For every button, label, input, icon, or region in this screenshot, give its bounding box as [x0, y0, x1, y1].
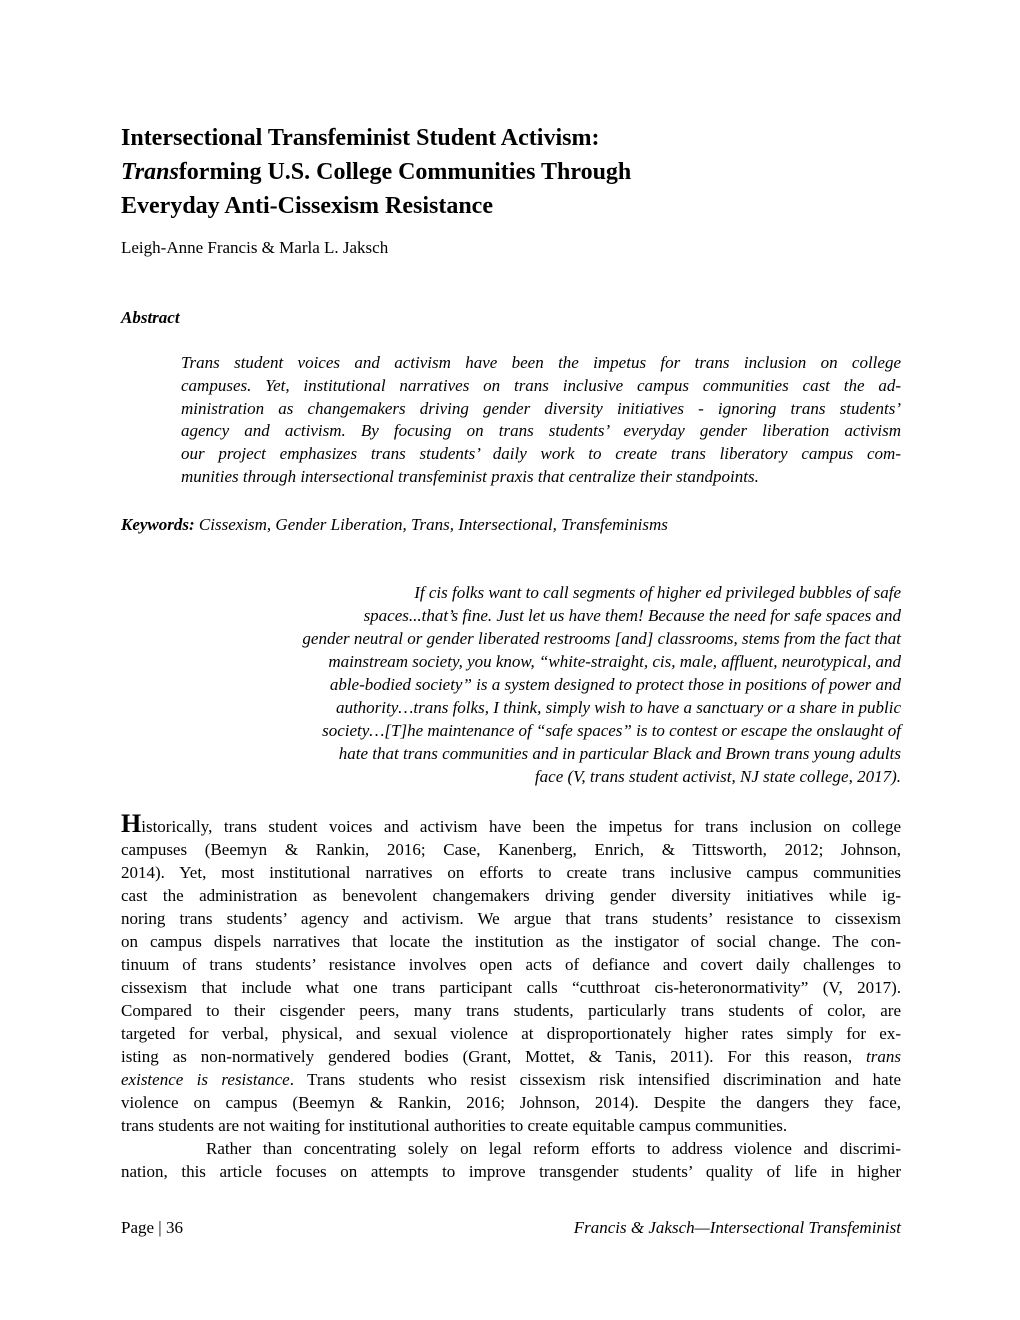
article-title — [121, 121, 841, 223]
epigraph-line: hate that trans communities and in particular Black and Brown trans young adults — [338, 744, 901, 763]
body-line: Compared to their cisgender peers, many trans students, particularly trans students of color, are — [121, 1001, 901, 1020]
abstract-body — [181, 352, 901, 489]
abstract-line: campuses. Yet, institutional narratives on trans inclusive campus communities cast the ad- — [181, 375, 901, 395]
body-line: cast the administration as benevolent changemakers driving gender diversity initiatives while ig- — [121, 886, 901, 905]
abstract-line: ministration as changemakers driving gender diversity initiatives - ignoring trans students’ — [181, 398, 901, 418]
running-title: Francis & Jaksch—Intersectional Transfeminist — [573, 1218, 901, 1237]
title-trans-italic: Trans — [121, 159, 179, 185]
abstract-line: our project emphasizes trans students’ daily work to create trans liberatory campus com- — [181, 444, 901, 464]
body-line: tinuum of trans students’ resistance involves open acts of defiance and covert daily challenges to — [121, 955, 901, 974]
body-line: violence on campus (Beemyn & Rankin, 2016; Johnson, 2014). Despite the dangers they face, — [121, 1093, 901, 1112]
keywords — [121, 513, 668, 537]
abstract-heading: Abstract — [121, 308, 180, 327]
drop-cap: H — [121, 809, 142, 838]
body-text — [121, 809, 901, 1183]
body-line: noring trans students’ agency and activism. We argue that trans students’ resistance to cissexism — [121, 909, 901, 928]
epigraph-line: If cis folks want to call segments of higher ed privileged bubbles of safe — [414, 583, 901, 602]
body-line-isting: isting as non-normatively gendered bodies (Grant, Mottet, & Tanis, 2011). For this reason, — [121, 1047, 867, 1066]
body-italic-trans: trans — [866, 1047, 901, 1066]
abstract-line: agency and activism. By focusing on trans students’ everyday gender liberation activism — [181, 421, 901, 441]
page-number: Page | 36 — [121, 1218, 183, 1237]
epigraph-line: able-bodied society” is a system designed to protect those in positions of power and — [329, 675, 901, 694]
body-line: Rather than concentrating solely on legal reform efforts to address violence and discrimi- — [206, 1139, 901, 1158]
body-line: trans students are not waiting for institutional authorities to create equitable campus communities. — [121, 1116, 788, 1135]
title-line-3: Everyday Anti-Cissexism Resistance — [121, 193, 493, 219]
body-line: targeted for verbal, physical, and sexual violence at disproportionately higher rates simply for ex- — [121, 1024, 901, 1043]
body-line: cissexism that include what one trans participant calls “cutthroat cis-heteronormativity” (V, 2017). — [121, 978, 901, 997]
body-line — [121, 1068, 901, 1091]
epigraph-line: authority…trans folks, I think, simply wish to have a sanctuary or a share in public — [335, 698, 901, 717]
body-line: campuses (Beemyn & Rankin, 2016; Case, Kanenberg, Enrich, & Tittsworth, 2012; Johnson, — [121, 840, 901, 859]
keywords-list: Cissexism, Gender Liberation, Trans, Intersectional, Transfeminisms — [194, 515, 668, 534]
epigraph-line: gender neutral or gender liberated restrooms [and] classrooms, stems from the fact that — [302, 629, 901, 648]
epigraph-line: face (V, trans student activist, NJ state college, 2017). — [534, 767, 901, 786]
body-italic-existence: existence is resistance — [121, 1070, 290, 1089]
body-line: 2014). Yet, most institutional narratives on efforts to create trans inclusive campus communities — [121, 863, 901, 882]
body-line: on campus dispels narratives that locate the institution as the instigator of social change. The con- — [121, 932, 901, 951]
epigraph-line: society…[T]he maintenance of “safe spaces” is to contest or escape the onslaught of — [322, 721, 901, 740]
keywords-label: Keywords: — [121, 515, 195, 534]
authors: Leigh-Anne Francis & Marla L. Jaksch — [121, 238, 389, 257]
epigraph-line: spaces...that’s fine. Just let us have them! Because the need for safe spaces and — [363, 606, 901, 625]
abstract-line: munities through intersectional transfeminist praxis that centralize their standpoints. — [181, 466, 759, 486]
abstract-line: Trans student voices and activism have been the impetus for trans inclusion on college — [181, 353, 901, 372]
body-line-existence-rest: . Trans students who resist cissexism risk intensified discrimination and hate — [289, 1070, 901, 1089]
title-line-2-rest: forming U.S. College Communities Through — [178, 159, 632, 185]
title-line-2 — [121, 155, 841, 189]
body-line — [121, 1045, 901, 1068]
body-line-1-rest: istorically, trans student voices and activism have been the impetus for trans inclusion on college — [141, 817, 901, 836]
title-line-1: Intersectional Transfeminist Student Activism: — [121, 125, 600, 151]
epigraph-quote — [121, 581, 901, 788]
body-line: nation, this article focuses on attempts to improve transgender students’ quality of life in higher — [121, 1162, 901, 1181]
body-line — [121, 809, 901, 838]
epigraph-line: mainstream society, you know, “white-straight, cis, male, affluent, neurotypical, and — [328, 652, 901, 671]
